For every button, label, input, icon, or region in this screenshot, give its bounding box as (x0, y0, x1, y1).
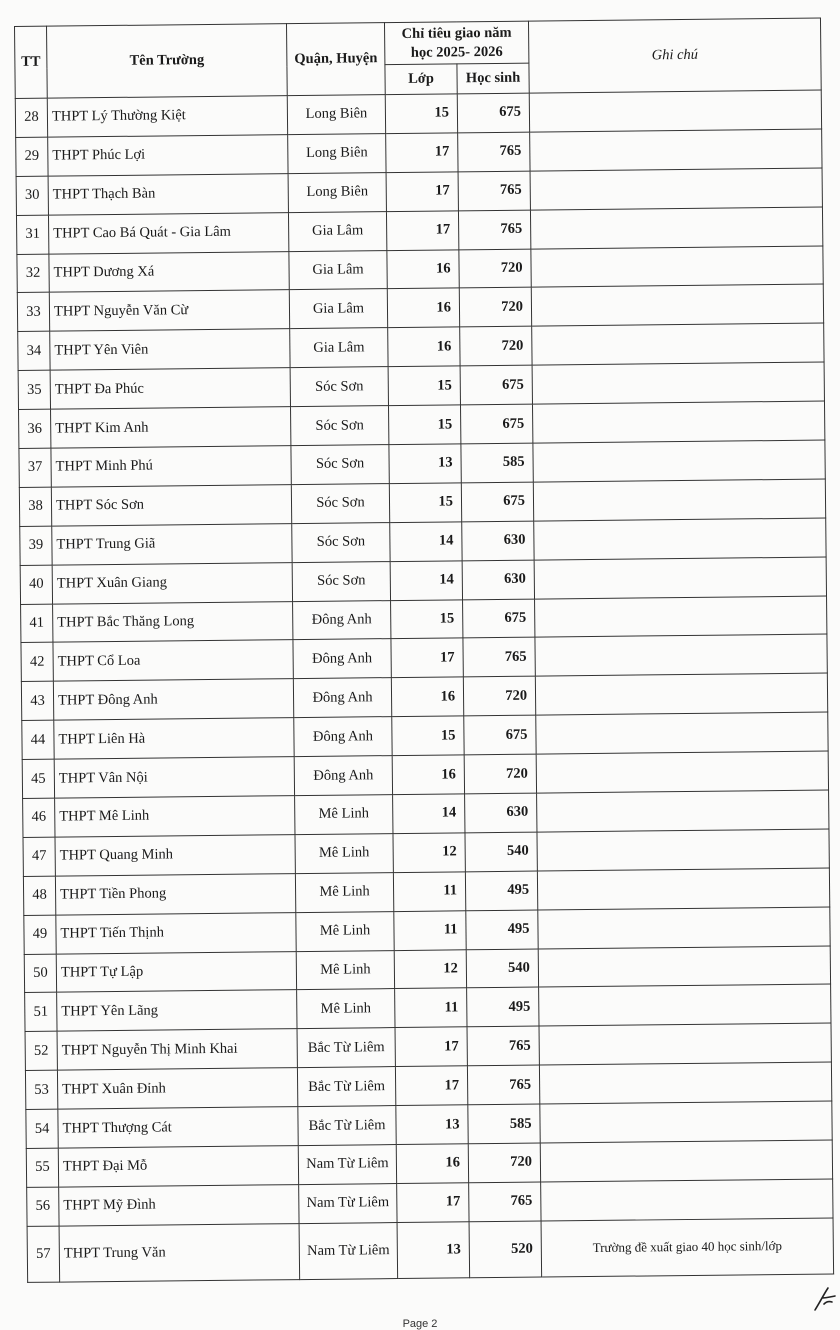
student-count: 720 (463, 676, 535, 716)
student-count: 630 (462, 521, 534, 561)
note-cell (531, 246, 823, 288)
class-count: 16 (392, 755, 464, 795)
class-count: 13 (396, 1105, 468, 1145)
student-count: 520 (469, 1221, 542, 1278)
student-count: 675 (460, 365, 532, 405)
school-name: THPT Minh Phú (51, 446, 291, 487)
district-name: Gia Lâm (290, 328, 388, 368)
header-tt: TT (15, 26, 48, 98)
school-name: THPT Trung Giã (52, 523, 292, 564)
row-number: 31 (16, 215, 48, 254)
school-name: THPT Dương Xá (49, 251, 289, 292)
note-cell (539, 1023, 831, 1065)
note-cell (532, 362, 824, 404)
class-count: 11 (393, 872, 465, 912)
note-cell (535, 596, 827, 638)
row-number: 45 (22, 759, 54, 798)
class-count: 13 (389, 444, 461, 484)
class-count: 12 (393, 833, 465, 873)
row-number: 47 (23, 837, 55, 876)
note-cell (536, 751, 828, 793)
note-cell (532, 323, 824, 365)
school-name: THPT Nguyễn Văn Cừ (49, 290, 289, 331)
school-name: THPT Thạch Bàn (48, 173, 288, 214)
class-count: 17 (395, 1027, 467, 1067)
note-cell (533, 440, 825, 482)
district-name: Long Biên (288, 172, 386, 212)
district-name: Sóc Sơn (292, 522, 390, 562)
class-count: 17 (395, 1066, 467, 1106)
district-name: Mê Linh (295, 872, 393, 912)
header-note: Ghi chú (528, 18, 821, 93)
class-count: 15 (388, 366, 460, 406)
student-count: 675 (457, 93, 529, 133)
note-cell (540, 1140, 832, 1182)
row-number: 36 (19, 409, 51, 448)
note-cell (535, 634, 827, 676)
district-name: Mê Linh (295, 795, 393, 835)
school-name: THPT Đại Mỗ (58, 1146, 298, 1187)
district-name: Mê Linh (297, 989, 395, 1029)
student-count: 765 (458, 132, 530, 172)
class-count: 16 (387, 249, 459, 289)
class-count: 11 (395, 988, 467, 1028)
handwritten-initial-mark (812, 1284, 838, 1314)
row-number: 55 (26, 1148, 58, 1187)
note-cell (529, 90, 821, 132)
class-count: 16 (396, 1144, 468, 1184)
student-count: 765 (463, 638, 535, 678)
district-name: Mê Linh (295, 833, 393, 873)
school-name: THPT Đông Anh (53, 679, 293, 720)
school-name: THPT Phúc Lợi (48, 135, 288, 176)
student-count: 765 (458, 210, 530, 250)
school-name: THPT Quang Minh (55, 835, 295, 876)
student-count: 675 (461, 482, 533, 522)
row-number: 50 (24, 954, 56, 993)
row-number: 37 (19, 448, 51, 487)
district-name: Mê Linh (296, 950, 394, 990)
school-name: THPT Thượng Cát (58, 1107, 298, 1148)
district-name: Bắc Từ Liêm (298, 1106, 396, 1146)
note-cell (530, 129, 822, 171)
row-number: 52 (25, 1031, 57, 1070)
row-number: 33 (17, 293, 49, 332)
student-count: 720 (468, 1143, 540, 1183)
row-number: 49 (24, 915, 56, 954)
district-name: Nam Từ Liêm (299, 1222, 398, 1279)
class-count: 14 (390, 522, 462, 562)
district-name: Bắc Từ Liêm (297, 1028, 395, 1068)
row-number: 42 (21, 643, 53, 682)
note-cell (534, 518, 826, 560)
district-name: Nam Từ Liêm (299, 1183, 397, 1223)
note-cell (530, 207, 822, 249)
class-count: 13 (397, 1222, 470, 1279)
note-cell (536, 712, 828, 754)
note-cell (537, 829, 829, 871)
note-cell (530, 168, 822, 210)
note-cell (539, 1062, 831, 1104)
header-district: Quận, Huyện (286, 23, 385, 96)
class-count: 16 (388, 327, 460, 367)
class-count: 17 (386, 172, 458, 212)
school-name: THPT Trung Văn (59, 1223, 300, 1282)
row-number: 51 (25, 993, 57, 1032)
district-name: Gia Lâm (288, 211, 386, 251)
row-number: 44 (22, 720, 54, 759)
class-count: 17 (391, 638, 463, 678)
district-name: Sóc Sơn (290, 367, 388, 407)
class-count: 15 (388, 405, 460, 445)
note-cell (535, 673, 827, 715)
student-count: 675 (463, 599, 535, 639)
district-name: Sóc Sơn (291, 484, 389, 524)
note-cell (540, 1101, 832, 1143)
row-number: 30 (16, 176, 48, 215)
student-count: 765 (458, 171, 530, 211)
district-name: Sóc Sơn (292, 561, 390, 601)
school-name: THPT Xuân Đỉnh (57, 1068, 297, 1109)
school-name: THPT Tiến Thịnh (56, 912, 296, 953)
table-body (15, 90, 833, 1282)
class-count: 14 (393, 794, 465, 834)
district-name: Đông Anh (293, 639, 391, 679)
note-cell (534, 557, 826, 599)
row-number: 32 (17, 254, 49, 293)
header-students: Học sinh (457, 63, 529, 94)
student-count: 585 (461, 443, 533, 483)
row-number: 53 (25, 1070, 57, 1109)
school-name: THPT Tự Lập (56, 951, 296, 992)
class-count: 15 (392, 716, 464, 756)
district-name: Long Biên (287, 95, 385, 135)
class-count: 15 (385, 94, 457, 134)
student-count: 720 (459, 249, 531, 289)
district-name: Sóc Sơn (291, 406, 389, 446)
student-count: 585 (468, 1104, 540, 1144)
student-count: 630 (465, 793, 537, 833)
school-name: THPT Liên Hà (54, 718, 294, 759)
student-count: 630 (462, 560, 534, 600)
header-quota (384, 21, 528, 65)
class-count: 16 (387, 288, 459, 328)
school-name: THPT Bắc Thăng Long (53, 601, 293, 642)
note-cell (532, 401, 824, 443)
row-number: 35 (18, 370, 50, 409)
note-cell: Trường đề xuất giao 40 học sinh/lớp (541, 1218, 834, 1277)
row-number: 29 (16, 137, 48, 176)
row-number: 34 (18, 331, 50, 370)
page-number: Page 2 (402, 1318, 438, 1330)
class-count: 17 (397, 1183, 469, 1223)
note-cell (537, 790, 829, 832)
row-number: 56 (27, 1187, 59, 1226)
school-name: THPT Đa Phúc (50, 368, 290, 409)
row-number: 48 (23, 876, 55, 915)
school-name: THPT Nguyễn Thị Minh Khai (57, 1029, 297, 1070)
header-classes: Lớp (385, 64, 457, 95)
note-cell (538, 907, 830, 949)
student-count: 675 (460, 404, 532, 444)
student-count: 495 (465, 871, 537, 911)
student-count: 720 (460, 326, 532, 366)
school-name: THPT Xuân Giang (52, 562, 292, 603)
note-cell (538, 946, 830, 988)
row-number: 38 (19, 487, 51, 526)
class-count: 17 (386, 133, 458, 173)
quota-table-sheet (14, 18, 833, 1283)
row-number: 54 (26, 1109, 58, 1148)
student-count: 765 (467, 1026, 539, 1066)
class-count: 12 (394, 949, 466, 989)
header-school-name: Tên Trường (47, 24, 288, 99)
district-name: Đông Anh (294, 756, 392, 796)
header-quota-line1: Chỉ tiêu giao năm (401, 25, 512, 43)
school-name: THPT Vân Nội (54, 757, 294, 798)
row-number: 39 (20, 526, 52, 565)
note-cell (541, 1179, 833, 1221)
table-row (27, 1218, 834, 1282)
district-name: Long Biên (288, 134, 386, 174)
note-cell (531, 284, 823, 326)
student-count: 765 (467, 1065, 539, 1105)
class-count: 11 (394, 911, 466, 951)
school-name: THPT Cổ Loa (53, 640, 293, 681)
student-count: 495 (466, 910, 538, 950)
district-name: Đông Anh (294, 717, 392, 757)
school-name: THPT Mỹ Đình (59, 1185, 299, 1226)
student-count: 540 (466, 949, 538, 989)
school-name: THPT Sóc Sơn (51, 485, 291, 526)
row-number: 43 (21, 681, 53, 720)
row-number: 28 (15, 98, 47, 137)
district-name: Bắc Từ Liêm (297, 1067, 395, 1107)
district-name: Đông Anh (293, 600, 391, 640)
school-name: THPT Mê Linh (55, 796, 295, 837)
note-cell (539, 984, 831, 1026)
school-name: THPT Tiền Phong (55, 873, 295, 914)
header-quota-line2: học 2025- 2026 (410, 43, 503, 61)
row-number: 46 (23, 798, 55, 837)
school-name: THPT Yên Lãng (57, 990, 297, 1031)
row-number: 40 (20, 565, 52, 604)
student-count: 675 (464, 715, 536, 755)
student-count: 765 (469, 1182, 541, 1222)
district-name: Gia Lâm (289, 250, 387, 290)
district-name: Gia Lâm (289, 289, 387, 329)
row-number: 41 (21, 604, 53, 643)
note-cell (537, 868, 829, 910)
class-count: 15 (391, 599, 463, 639)
school-name: THPT Cao Bá Quát - Gia Lâm (48, 212, 288, 253)
class-count: 17 (386, 211, 458, 251)
student-count: 720 (459, 288, 531, 328)
school-name: THPT Kim Anh (51, 407, 291, 448)
class-count: 14 (390, 561, 462, 601)
class-count: 16 (391, 677, 463, 717)
school-quota-table (14, 18, 834, 1283)
row-number: 57 (27, 1226, 60, 1282)
district-name: Đông Anh (293, 678, 391, 718)
student-count: 540 (465, 832, 537, 872)
school-name: THPT Lý Thường Kiệt (47, 96, 287, 137)
student-count: 720 (464, 754, 536, 794)
school-name: THPT Yên Viên (50, 329, 290, 370)
note-cell (533, 479, 825, 521)
student-count: 495 (467, 988, 539, 1028)
district-name: Sóc Sơn (291, 445, 389, 485)
district-name: Nam Từ Liêm (298, 1145, 396, 1185)
class-count: 15 (389, 483, 461, 523)
district-name: Mê Linh (296, 911, 394, 951)
